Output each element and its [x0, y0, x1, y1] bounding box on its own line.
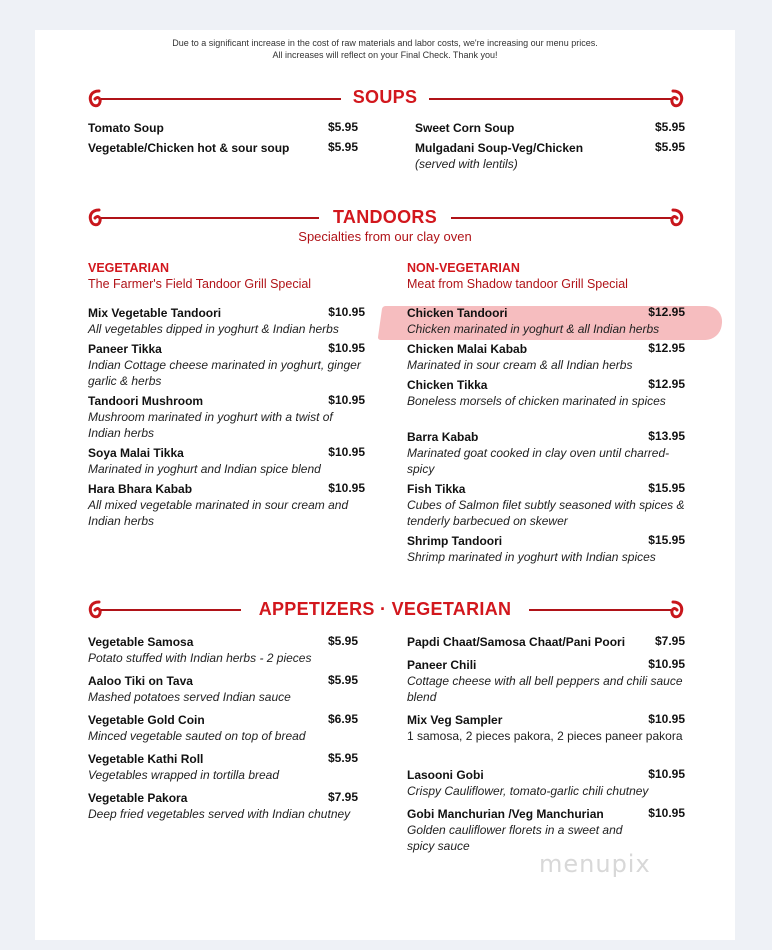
item-description: Marinated goat cooked in clay oven until charred-spicy	[407, 446, 670, 476]
appetizers-title: APPETIZERS · VEGETARIAN	[251, 599, 520, 619]
right-swirl-icon	[669, 599, 685, 621]
menu-item	[88, 790, 358, 822]
item-price: $15.95	[648, 533, 685, 547]
vegetarian-heading: VEGETARIAN	[88, 261, 170, 275]
divider-line	[429, 98, 671, 100]
item-price: $5.95	[327, 120, 358, 134]
item-price: $10.95	[328, 341, 365, 355]
item-name: Chicken Malai Kabab	[407, 342, 528, 356]
menu-item	[88, 140, 358, 156]
item-name: Mulgadani Soup-Veg/Chicken	[415, 141, 584, 155]
item-name: Mix Veg Sampler	[407, 713, 503, 727]
item-description: Potato stuffed with Indian herbs - 2 pieces	[88, 651, 312, 665]
price-notice-line1: Due to a significant increase in the cost of raw materials and labor costs, we're increasing our menu prices.	[172, 38, 598, 48]
vegetarian-subheading: The Farmer's Field Tandoor Grill Special	[88, 277, 312, 291]
item-name: Vegetable Pakora	[88, 791, 188, 805]
menu-item	[407, 341, 685, 373]
menu-item	[88, 305, 365, 337]
item-description: Deep fried vegetables served with Indian chutney	[88, 807, 351, 821]
item-name: Shrimp Tandoori	[407, 534, 503, 548]
menu-item	[88, 393, 365, 441]
item-name: Gobi Manchurian /Veg Manchurian	[407, 807, 604, 821]
item-price: $10.95	[648, 712, 685, 726]
price-notice-line2: All increases will reflect on your Final Check. Thank you!	[272, 50, 498, 60]
item-description: Shrimp marinated in yoghurt with Indian spices	[407, 550, 656, 564]
item-price: $15.95	[648, 481, 685, 495]
menu-item	[88, 445, 365, 477]
item-price: $5.95	[327, 751, 358, 765]
watermark-logo: menupix	[539, 850, 651, 878]
item-price: $7.95	[327, 790, 358, 804]
non-vegetarian-heading: NON-VEGETARIAN	[407, 261, 520, 275]
menu-item	[88, 634, 358, 666]
right-swirl-icon	[669, 207, 685, 229]
item-price: $13.95	[648, 429, 685, 443]
tandoors-subtitle: Specialties from our clay oven	[298, 229, 472, 244]
menu-item	[407, 533, 685, 565]
menu-page	[35, 30, 735, 940]
menu-item	[415, 140, 685, 172]
item-description: 1 samosa, 2 pieces pakora, 2 pieces paneer pakora	[407, 729, 683, 743]
menu-item	[407, 634, 685, 650]
menu-item	[407, 429, 685, 477]
item-description: Crispy Cauliflower, tomato-garlic chili chutney	[407, 784, 649, 798]
item-price: $10.95	[328, 393, 365, 407]
item-description: Indian Cottage cheese marinated in yoghurt, ginger garlic & herbs	[88, 358, 361, 388]
menu-item	[88, 712, 358, 744]
menu-item	[415, 120, 685, 136]
menu-item	[88, 120, 358, 136]
item-name: Vegetable Kathi Roll	[88, 752, 204, 766]
item-price: $10.95	[328, 305, 365, 319]
item-name: Vegetable Gold Coin	[88, 713, 205, 727]
divider-line	[451, 217, 671, 219]
item-price: $5.95	[654, 140, 685, 154]
item-description: Minced vegetable sauted on top of bread	[88, 729, 306, 743]
menu-item	[407, 377, 685, 409]
item-price: $10.95	[648, 767, 685, 781]
menu-item	[88, 341, 365, 389]
item-price: $12.95	[648, 305, 685, 319]
item-name: Sweet Corn Soup	[415, 121, 515, 135]
item-description: (served with lentils)	[415, 157, 518, 171]
item-name: Tomato Soup	[88, 121, 164, 135]
menu-item	[407, 657, 685, 705]
item-description: Cottage cheese with all bell peppers and chili sauce blend	[407, 674, 683, 704]
item-price: $5.95	[327, 673, 358, 687]
item-name: Hara Bhara Kabab	[88, 482, 193, 496]
item-name: Vegetable/Chicken hot & sour soup	[88, 141, 290, 155]
item-description: Golden cauliflower florets in a sweet and spicy sauce	[407, 823, 623, 853]
item-description: Cubes of Salmon filet subtly seasoned with spices & tenderly barbecued on skewer	[407, 498, 685, 528]
tandoors-title: TANDOORS	[325, 207, 445, 227]
menu-item	[407, 767, 685, 799]
item-name: Mix Vegetable Tandoori	[88, 306, 222, 320]
item-price: $10.95	[648, 657, 685, 671]
item-name: Papdi Chaat/Samosa Chaat/Pani Poori	[407, 635, 626, 649]
item-price: $5.95	[327, 140, 358, 154]
item-description: Marinated in yoghurt and Indian spice blend	[88, 462, 321, 476]
item-name: Aaloo Tiki on Tava	[88, 674, 193, 688]
item-name: Vegetable Samosa	[88, 635, 194, 649]
item-name: Paneer Tikka	[88, 342, 162, 356]
item-name: Chicken Tikka	[407, 378, 488, 392]
item-price: $10.95	[648, 806, 685, 820]
item-description: Chicken marinated in yoghurt & all Indian herbs	[407, 322, 660, 336]
item-price: $12.95	[648, 341, 685, 355]
item-name: Lasooni Gobi	[407, 768, 484, 782]
item-price: $10.95	[328, 445, 365, 459]
item-description: Boneless morsels of chicken marinated in spices	[407, 394, 666, 408]
menu-item	[88, 481, 365, 529]
menu-item	[407, 806, 685, 854]
item-name: Paneer Chili	[407, 658, 477, 672]
item-name: Chicken Tandoori	[407, 306, 508, 320]
item-price: $10.95	[328, 481, 365, 495]
menu-item	[407, 481, 685, 529]
item-name: Soya Malai Tikka	[88, 446, 184, 460]
item-name: Fish Tikka	[407, 482, 466, 496]
item-name: Barra Kabab	[407, 430, 479, 444]
menu-item	[88, 673, 358, 705]
item-price: $7.95	[654, 634, 685, 648]
menu-item	[407, 712, 685, 744]
item-description: Mashed potatoes served Indian sauce	[88, 690, 291, 704]
menu-item	[407, 305, 685, 337]
item-description: Marinated in sour cream & all Indian herbs	[407, 358, 633, 372]
item-description: All mixed vegetable marinated in sour cream and Indian herbs	[88, 498, 349, 528]
item-price: $6.95	[327, 712, 358, 726]
right-swirl-icon	[669, 88, 685, 110]
menu-item	[88, 751, 358, 783]
item-price: $5.95	[327, 634, 358, 648]
item-description: Vegetables wrapped in tortilla bread	[88, 768, 280, 782]
item-price: $5.95	[654, 120, 685, 134]
divider-line	[529, 609, 671, 611]
item-name: Tandoori Mushroom	[88, 394, 204, 408]
item-description: All vegetables dipped in yoghurt & Indian herbs	[88, 322, 339, 336]
non-vegetarian-subheading: Meat from Shadow tandoor Grill Special	[407, 277, 628, 291]
soups-title: SOUPS	[345, 87, 426, 107]
item-description: Mushroom marinated in yoghurt with a twist of Indian herbs	[88, 410, 333, 440]
item-price: $12.95	[648, 377, 685, 391]
